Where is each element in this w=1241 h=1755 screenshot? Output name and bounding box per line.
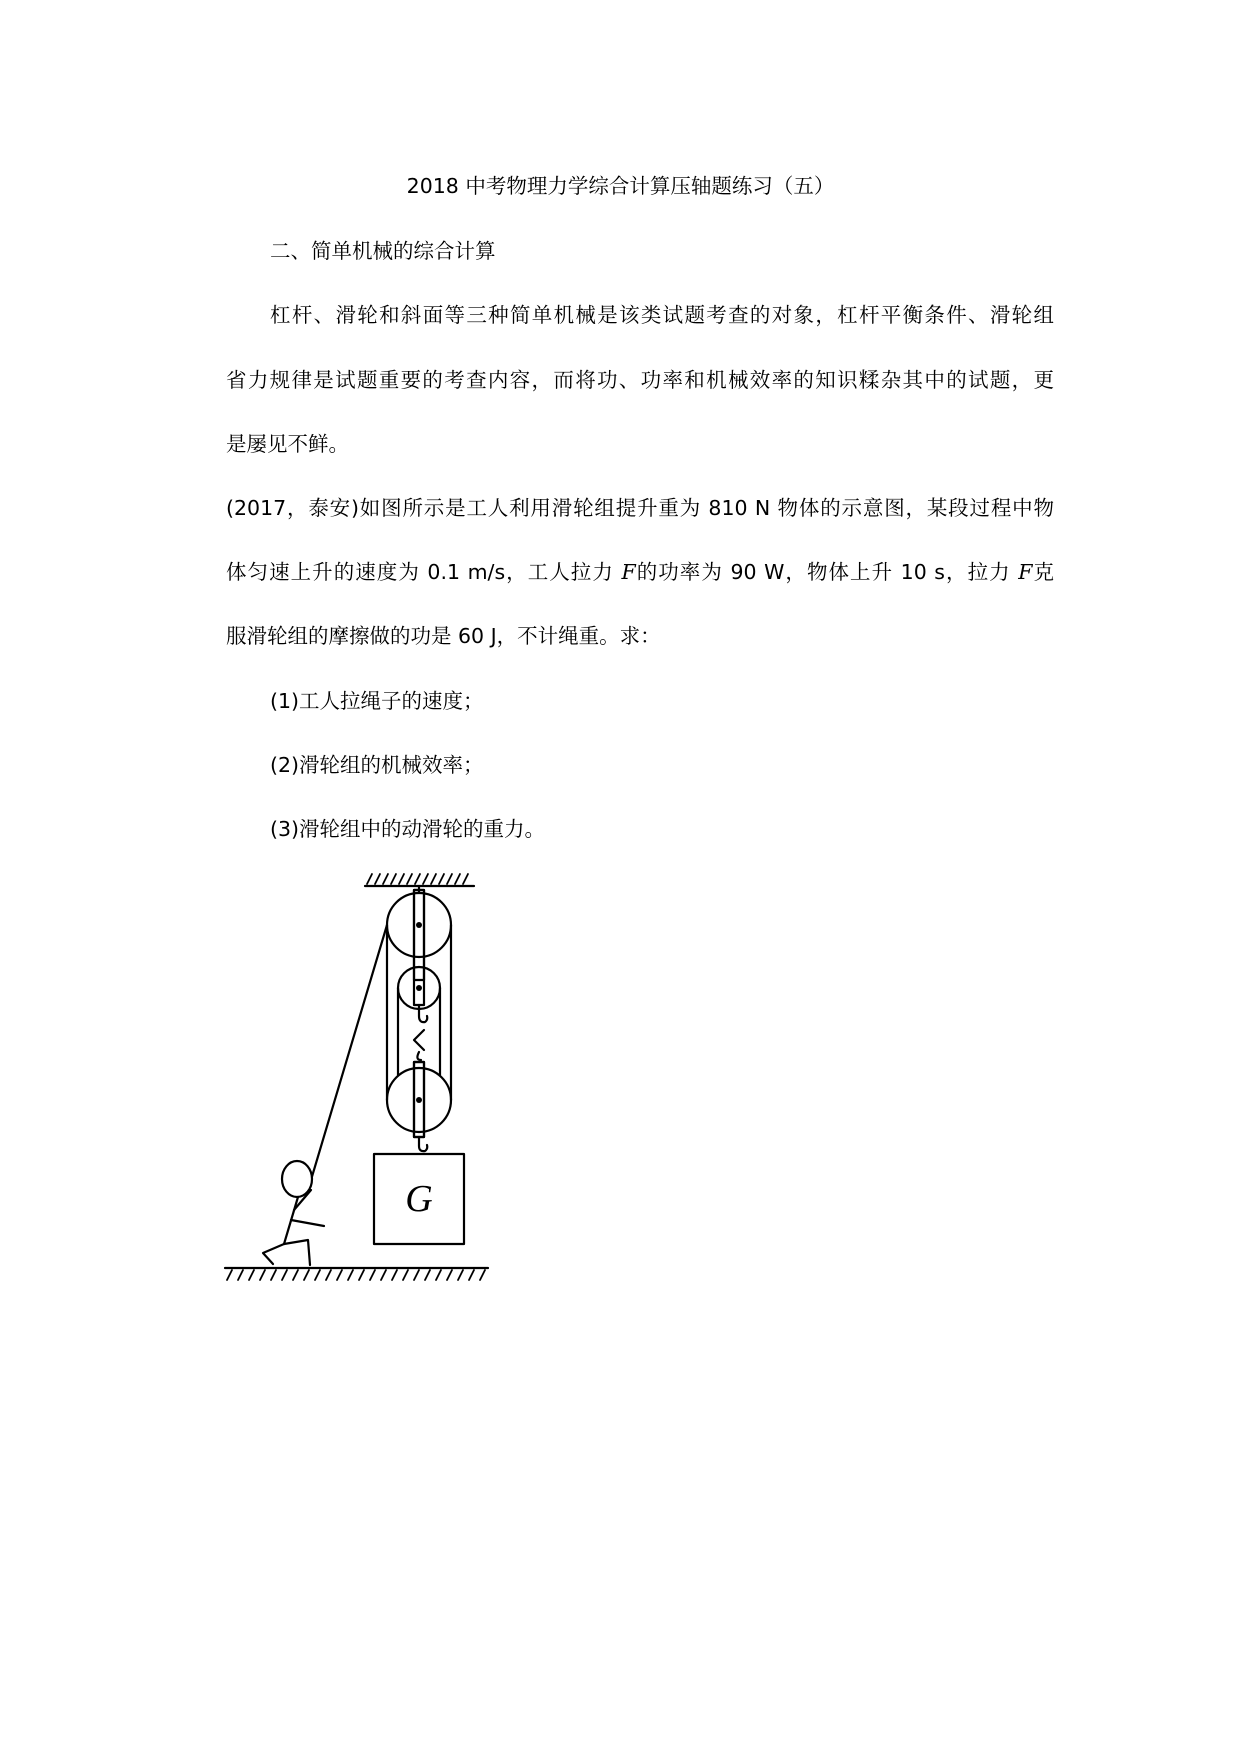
intro-paragraph-line-1 [270,302,1054,328]
movable-hook-top [417,1052,421,1060]
problem-line-1: (2017，泰安)如图所示是工人利用滑轮组提升重为 810 N 物体的示意图，某段过程中物 [226,496,1054,520]
question-2: (2)滑轮组的机械效率； [270,753,484,777]
large-pulley-axle [416,922,422,928]
page-title: 2018 中考物理力学综合计算压轴题练习（五） [406,174,835,198]
question-1: (1)工人拉绳子的速度； [270,689,484,713]
worker-arm-lower [291,1220,324,1226]
problem-line-2a: 体匀速上升的速度为 0.1 m/s，工人拉力 [226,560,622,584]
movable-pulley-axle [416,1097,422,1103]
pulley-system-figure [218,870,508,1325]
rope-link [414,1030,424,1050]
worker-leg-front [284,1240,310,1265]
weight-label: G [405,1178,433,1220]
intro-line-1-text: 杠杆、滑轮和斜面等三种简单机械是该类试题考查的对象，杠杆平衡条件、滑轮组 [270,303,1054,327]
question-3: (3)滑轮组中的动滑轮的重力。 [270,817,546,841]
small-pulley-axle [416,985,422,991]
rope-to-worker [308,925,387,1190]
section-heading: 二、简单机械的综合计算 [270,239,496,263]
ceiling-hatch [367,874,468,884]
movable-pulley-hook [419,1137,427,1151]
intro-paragraph-line-2: 省力规律是试题重要的考查内容，而将功、功率和机械效率的知识糅杂其中的试题，更 [226,368,1054,392]
worker-leg-back [263,1244,284,1264]
force-variable-f-2: F [1018,560,1033,584]
ground-hatch [227,1270,485,1280]
problem-line-3: 服滑轮组的摩擦做的功是 60 J，不计绳重。求： [226,624,661,648]
force-variable-f: F [621,560,636,584]
problem-line-2c: 克 [1032,560,1054,584]
problem-line-2 [226,559,1054,585]
worker-head [282,1161,312,1197]
intro-paragraph-line-3: 是屡见不鲜。 [226,432,349,456]
problem-line-2b: 的功率为 90 W，物体上升 10 s，拉力 [635,560,1019,584]
